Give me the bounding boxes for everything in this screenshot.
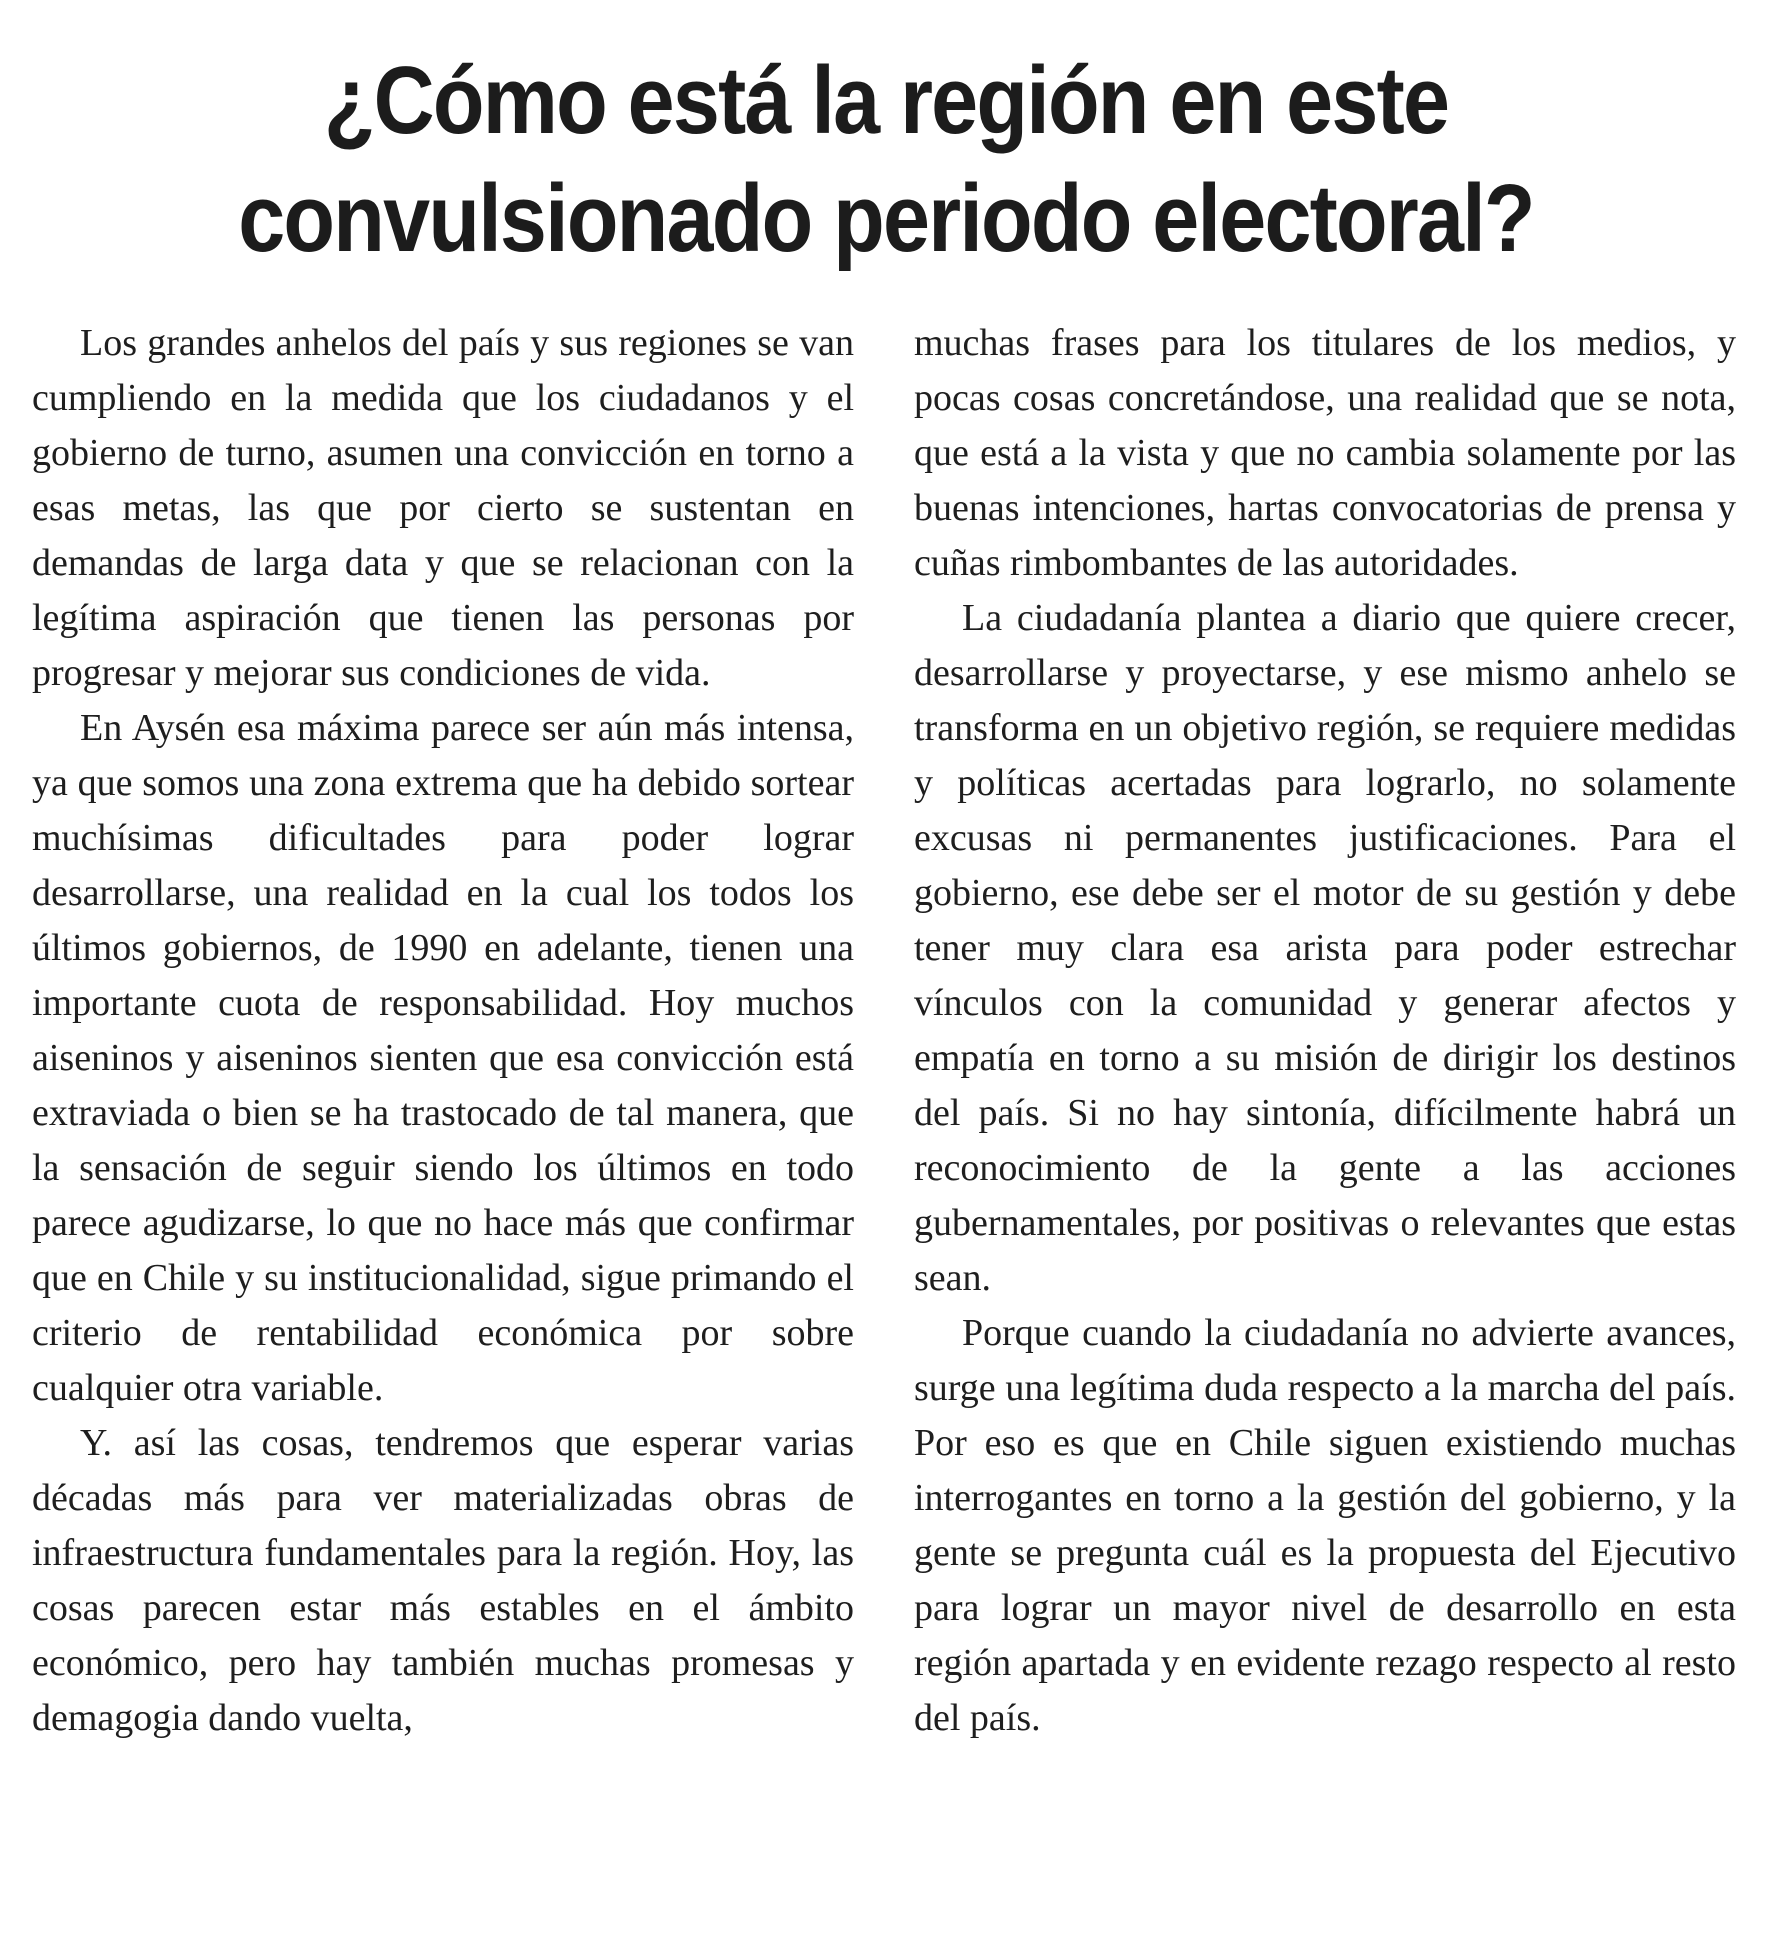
body-columns bbox=[32, 316, 1736, 1916]
paragraph: La ciudadanía plantea a diario que quiere crecer, desarrollarse y proyectarse, y ese mismo anhelo se transforma en un objetivo región, se requiere medidas y políticas acertadas para lograrlo, no solamente excusas ni permanentes justificaciones. Para el gobierno, ese debe ser el motor de su gestión y debe tener muy clara esa arista para poder estrechar vínculos con la comunidad y generar afectos y empatía en torno a su misión de dirigir los destinos del país. Si no hay sintonía, difícilmente habrá un reconocimiento de la gente a las acciones gubernamentales, por positivas o relevantes que estas sean. bbox=[914, 597, 1736, 1299]
paragraph: En Aysén esa máxima parece ser aún más intensa, ya que somos una zona extrema que ha debido sortear muchísimas dificultades para poder lograr desarrollarse, una realidad en la cual los todos los últimos gobiernos, de 1990 en adelante, tienen una importante cuota de responsabilidad. Hoy muchos aiseninos y aiseninos sienten que esa convicción está extraviada o bien se ha trastocado de tal manera, que la sensación de seguir siendo los últimos en todo parece agudizarse, lo que no hace más que confirmar que en Chile y su institucionalidad, sigue primando el criterio de rentabilidad económica por sobre cualquier otra variable. bbox=[32, 707, 854, 1409]
paragraph: Los grandes anhelos del país y sus regiones se van cumpliendo en la medida que los ciudadanos y el gobierno de turno, asumen una convicción en torno a esas metas, las que por cierto se sustentan en demandas de larga data y que se relacionan con la legítima aspiración que tienen las personas por progresar y mejorar sus condiciones de vida. bbox=[32, 322, 854, 694]
headline-line-1: ¿Cómo está la región en este bbox=[323, 47, 1449, 154]
left-column bbox=[32, 316, 854, 1916]
headline-line-2: convulsionado periodo electoral? bbox=[238, 165, 1534, 272]
paragraph: Y. así las cosas, tendremos que esperar varias décadas más para ver materializadas obras de infraestructura fundamentales para la región. Hoy, las cosas parecen estar más estables en el ámbito económico, pero hay también muchas promesas y demagogia dando vuelta, bbox=[32, 1422, 854, 1739]
headline bbox=[142, 42, 1631, 278]
paragraph-continuation: muchas frases para los titulares de los medios, y pocas cosas concretándose, una realidad que se nota, que está a la vista y que no cambia solamente por las buenas intenciones, hartas convocatorias de prensa y cuñas rimbombantes de las autoridades. bbox=[914, 322, 1736, 584]
paragraph: Porque cuando la ciudadanía no advierte avances, surge una legítima duda respecto a la marcha del país. Por eso es que en Chile siguen existiendo muchas interrogantes en torno a la gestión del gobierno, y la gente se pregunta cuál es la propuesta del Ejecutivo para lograr un mayor nivel de desarrollo en esta región apartada y en evidente rezago respecto al resto del país. bbox=[914, 1312, 1736, 1739]
right-column bbox=[914, 316, 1736, 1916]
